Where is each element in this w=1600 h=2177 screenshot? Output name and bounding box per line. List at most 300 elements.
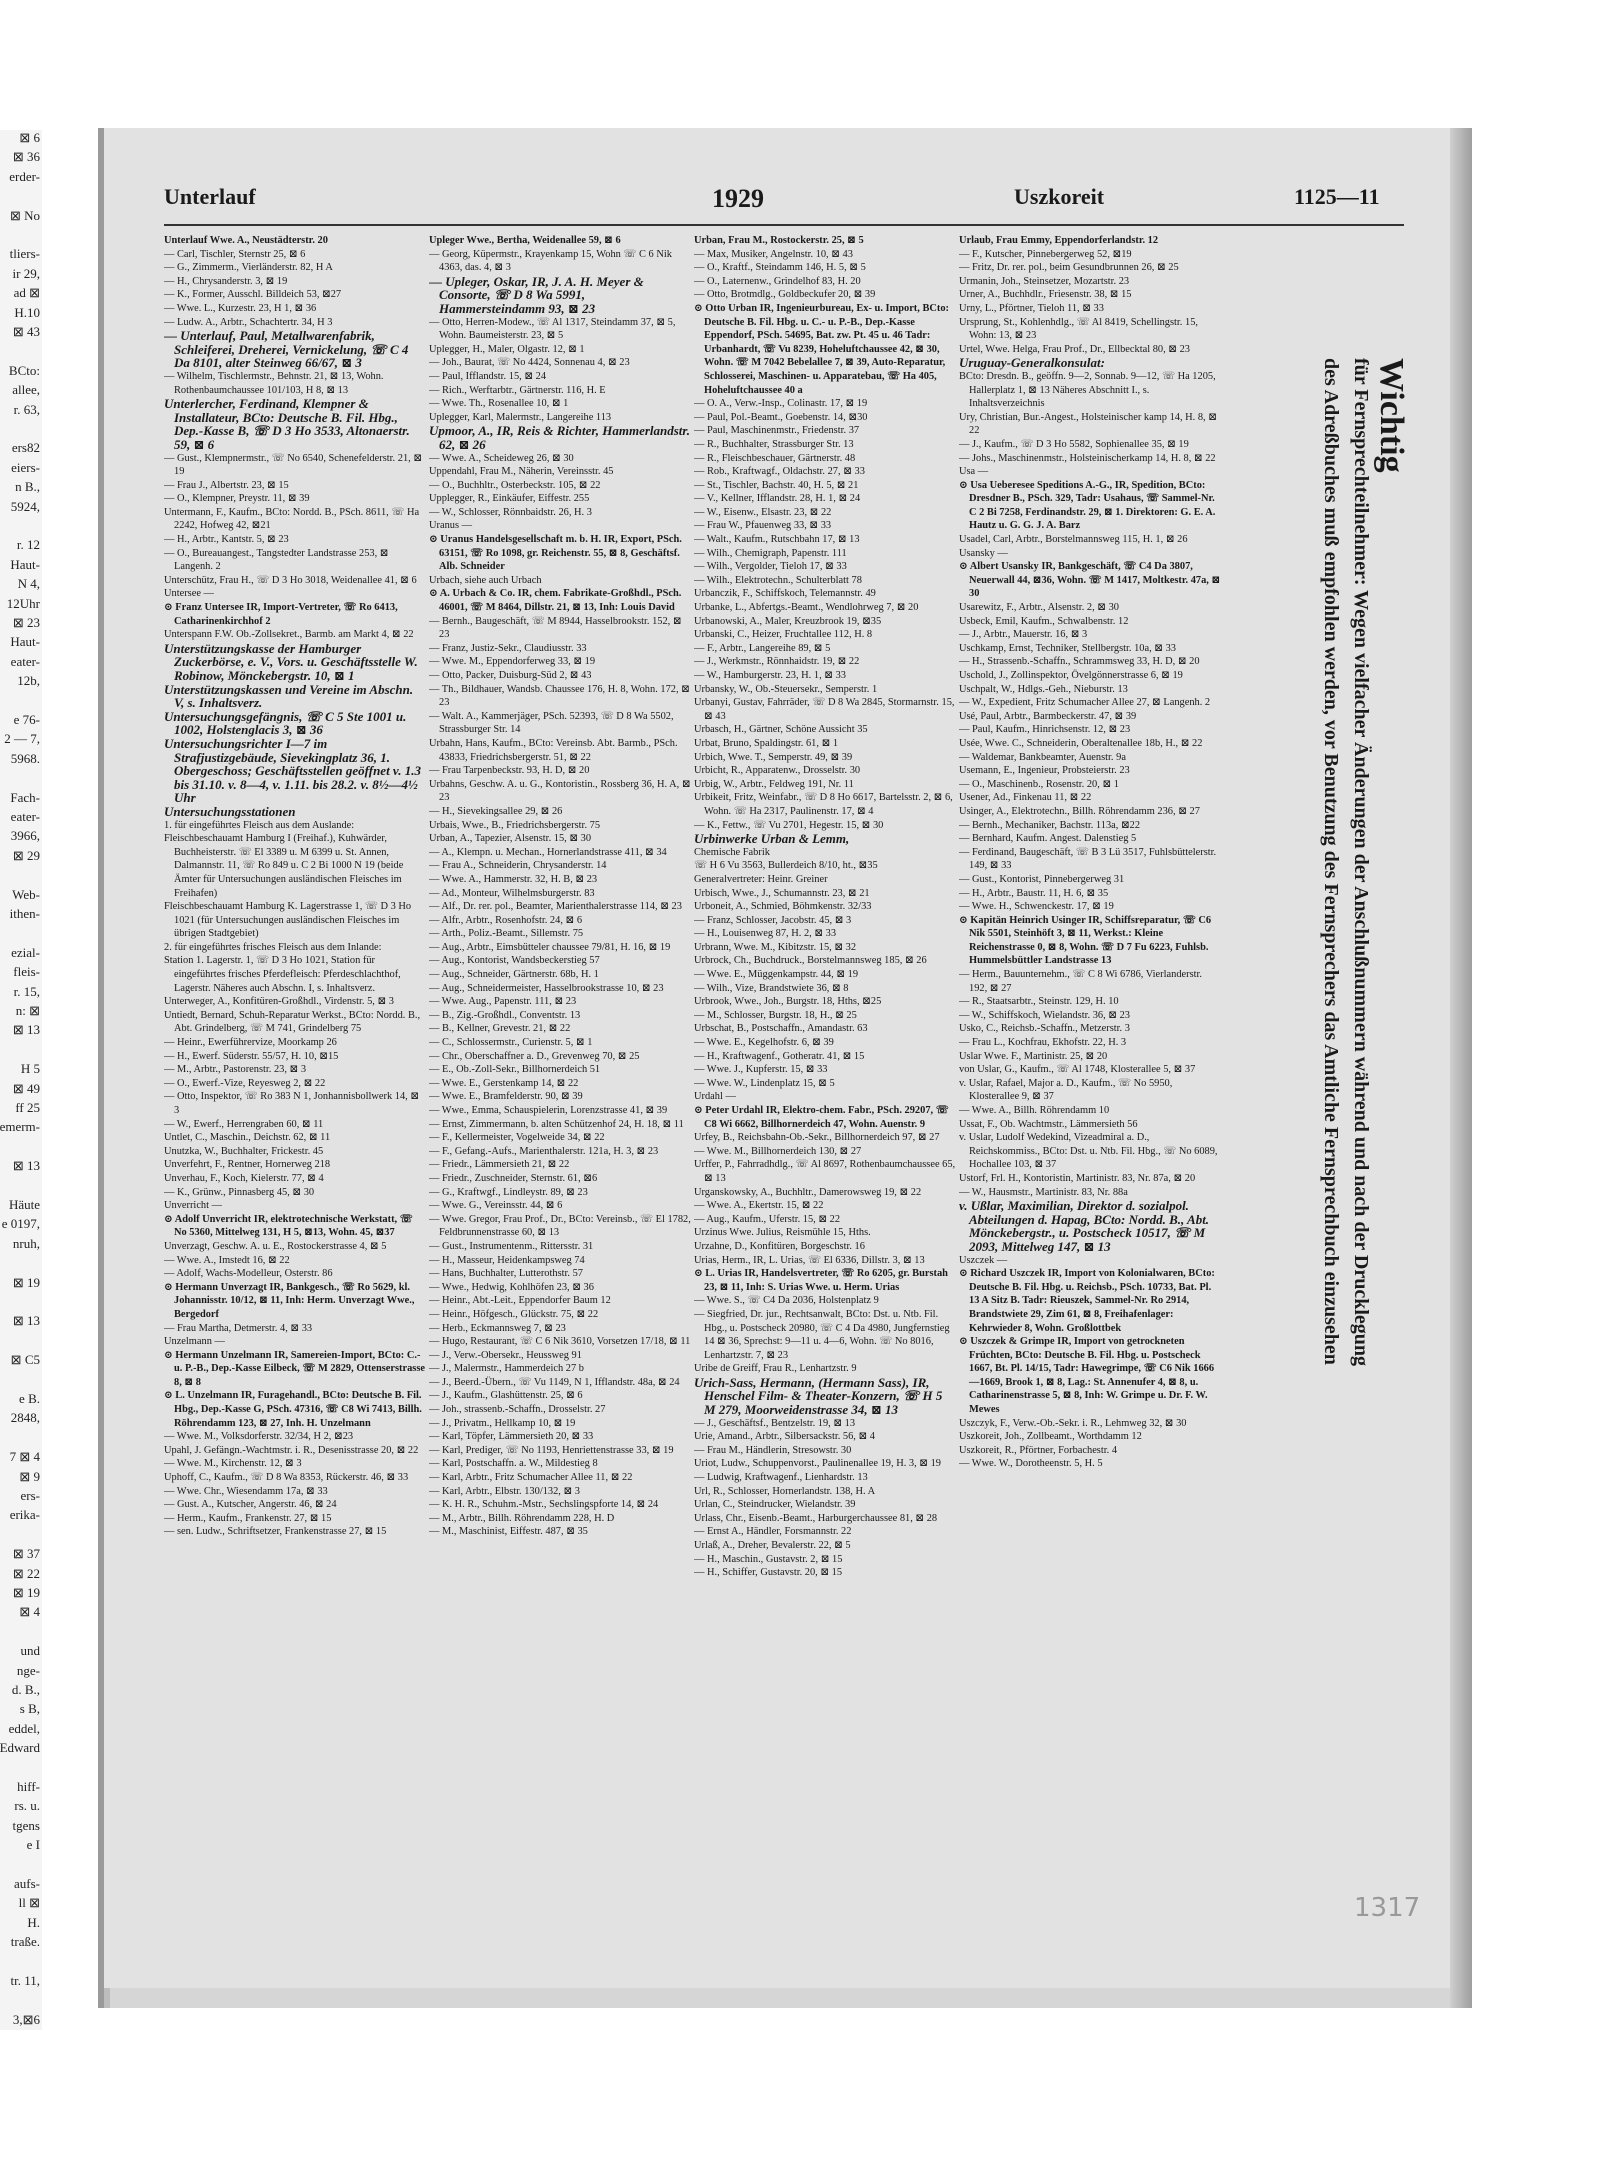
directory-entry: — Wwe. E., Müggenkampstr. 44, ⊠ 19 [694, 969, 859, 981]
adjacent-page-fragment: und [20, 1643, 40, 1659]
directory-entry: — Wwe. E., Gerstenkamp 14, ⊠ 22 [429, 1077, 579, 1089]
directory-entry: Uribe de Greiff, Frau R., Lenhartzstr. 9 [694, 1363, 857, 1375]
directory-entry: — E., Ob.-Zoll-Sekr., Billhornerdeich 51 [429, 1064, 601, 1076]
adjacent-page-fragment: s B, [19, 1701, 40, 1717]
directory-entry: — Chr., Oberschaffner a. D., Grevenweg 70, ⊠ 25 [429, 1050, 640, 1062]
directory-entry: — G., Kraftwgf., Lindleystr. 89, ⊠ 23 [429, 1186, 588, 1198]
adjacent-page-fragment: H 5 [20, 1061, 40, 1077]
directory-entry: Urbanski, C., Heizer, Fruchtallee 112, H. 8 [694, 629, 873, 641]
directory-entry: Ury, Christian, Bur.-Angest., Holsteinischer kamp 14, H. 8, ⊠ 22 [959, 411, 1217, 437]
directory-entry: — Wilh., Elektrotechn., Schulterblatt 78 [694, 574, 862, 586]
adjacent-page-fragment: ⊠ 37 [12, 1546, 40, 1562]
directory-entry: — Ludw. A., Arbtr., Schachtertr. 34, H 3 [164, 316, 333, 328]
directory-entry: — Waldemar, Bankbeamter, Auenstr. 9a [959, 751, 1126, 763]
directory-entry: ⊙ Albert Usansky IR, Bankgeschäft, ☏ C4 Da 3807, Neuerwall 44, ⊠36, Wohn. ☏ M 1417, Moltkestr. 47a, ⊠ 30 [959, 561, 1221, 600]
directory-entry: Usansky — [959, 547, 1008, 559]
directory-entry: — Otto, Inspektor, ☏ Ro 383 N 1, Jonhannisbollwerk 14, ⊠ 3 [164, 1091, 420, 1116]
directory-entry: Urlaub, Frau Emmy, Eppendorferlandstr. 12 [959, 235, 1159, 246]
directory-entry: Uszczek — [959, 1254, 1008, 1266]
directory-entry: Upleger Wwe., Bertha, Weidenallee 59, ⊠ 6 [429, 235, 621, 246]
directory-entry: — Th., Bildhauer, Wandsb. Chaussee 176, H. 8, Wohn. 172, ⊠ 23 [429, 683, 690, 709]
directory-entry: BCto: Dresdn. B., geöffn. 9—2, Sonnab. 9—12, ☏ Ha 1205, Hallerplatz 1, ⊠ 13 Näheres Abschnitt I., s. Inhaltsverzeichnis [959, 370, 1216, 410]
directory-entry: Chemische Fabrik [694, 846, 770, 858]
directory-entry: — Aug., Arbtr., Eimsbütteler chaussee 79/81, H. 16, ⊠ 19 [429, 941, 671, 953]
directory-entry: — M., Maschinist, Eiffestr. 487, ⊠ 35 [429, 1526, 588, 1538]
directory-entry: — Frau J., Albertstr. 23, ⊠ 15 [164, 479, 289, 491]
directory-entry: — Ernst, Zimmermann, b. alten Schützenhof 24, H. 18, ⊠ 11 [429, 1118, 684, 1130]
directory-entry: — Frau Tarpenbeckstr. 93, H. D, ⊠ 20 [429, 765, 590, 777]
directory-entry: — Wwe. S., ☏ C4 Da 2036, Holstenplatz 9 [694, 1295, 879, 1307]
adjacent-page-fragment: Fach- [10, 789, 40, 805]
directory-entry: — Frau A., Schneiderin, Chrysanderstr. 14 [429, 860, 607, 872]
directory-entry: Uppendahl, Frau M., Näherin, Vereinsstr. 45 [429, 466, 614, 478]
directory-entry: Ustorf, Frl. H., Kontoristin, Martinistr. 83, Nr. 87a, ⊠ 20 [959, 1172, 1196, 1184]
adjacent-page-fragment: ⊠ 9 [19, 1468, 40, 1484]
directory-entry: Untlet, C., Maschin., Deichstr. 62, ⊠ 11 [164, 1132, 331, 1144]
directory-entry: — Aug., Kaufm., Uferstr. 15, ⊠ 22 [694, 1213, 841, 1225]
directory-entry: Unverhau, F., Koch, Kielerstr. 77, ⊠ 4 [164, 1172, 324, 1184]
directory-entry: — J., Werkmstr., Rönnhaidstr. 19, ⊠ 22 [694, 656, 860, 668]
adjacent-page-fragment: ⊠ 22 [12, 1565, 40, 1581]
directory-entry: — Paul, Kaufm., Hinrichsenstr. 12, ⊠ 23 [959, 724, 1131, 736]
adjacent-page-fragment: hiff- [17, 1779, 40, 1794]
directory-entry: — Frau Martha, Detmerstr. 4, ⊠ 33 [164, 1322, 313, 1334]
directory-entry: Uplegger, Karl, Malermstr., Langereihe 113 [429, 411, 612, 423]
adjacent-page-fragment: ⊠ 29 [12, 847, 40, 863]
directory-entry: — W., Expedient, Fritz Schumacher Allee 27, ⊠ Langenh. 2 [959, 697, 1211, 709]
directory-entry: — Franz, Schlosser, Jacobstr. 45, ⊠ 3 [694, 914, 852, 926]
directory-entry: v. Ußlar, Maximilian, Direktor d. sozialpol. Abteilungen d. Hapag, BCto: Nordd. B., Abt. Mönckebergstr., u. Postscheck 10517, ☏ M 2093, Mittelweg 147, ⊠ 13 [959, 1198, 1210, 1254]
directory-entry: Urbisch, Wwe., J., Schumannstr. 23, ⊠ 21 [694, 887, 870, 899]
adjacent-page-fragment: ers82 [11, 440, 40, 456]
directory-entry: Unterlercher, Ferdinand, Klempner & Installateur, BCto: Deutsche B. Fil. Hbg., Dep.-Kasse B, ☏ D 3 Ho 3533, Altonaerstr. 59, ⊠ 6 [164, 396, 410, 452]
adjacent-page-fragment: e B. [19, 1391, 40, 1406]
directory-page [98, 128, 1472, 2008]
directory-entry: — M., Arbtr., Pastorenstr. 23, ⊠ 3 [164, 1064, 307, 1076]
directory-entry: Urdahl — [694, 1091, 736, 1103]
directory-entry: — Bernh., Baugeschäft, ☏ M 8944, Hasselbrookstr. 152, ⊠ 23 [429, 615, 682, 641]
directory-entry: — Wwe. H., Schwenckestr. 17, ⊠ 19 [959, 901, 1114, 913]
directory-entry: Ursprung, St., Kohlenhdlg., ☏ Al 8419, Schellingstr. 15, Wohn: 13, ⊠ 23 [959, 316, 1198, 342]
notice-line-2: des Adreßbuches muß empfohlen werden, vor Benutzung des Fernsprechers das Amtliche Fernsprechbuch einzusehen [1320, 358, 1342, 1365]
directory-entry: — Heinr., Höfgesch., Glückstr. 75, ⊠ 22 [429, 1308, 599, 1320]
directory-entry: — Wwe. A., Billh. Röhrendamm 10 [959, 1105, 1110, 1116]
directory-entry: — Wwe. J., Kupferstr. 15, ⊠ 33 [694, 1064, 828, 1076]
directory-entry: Urbahns, Geschw. A. u. G., Kontoristin., Rossberg 36, H. A, ⊠ 23 [429, 778, 691, 804]
directory-entry: — R., Buchhalter, Strassburger Str. 13 [694, 438, 854, 450]
directory-entry: — Joh., strassenb.-Schaffn., Drosselstr. 27 [429, 1404, 606, 1416]
adjacent-page-fragment: 12Uhr [6, 595, 40, 611]
directory-entry: — Alf., Dr. rer. pol., Beamter, Marienthalerstrasse 114, ⊠ 23 [429, 901, 682, 913]
directory-entry: — Herb., Eckmannsweg 7, ⊠ 23 [429, 1322, 566, 1334]
directory-entry: — H., Arbtr., Kantstr. 5, ⊠ 23 [164, 534, 289, 546]
directory-entry: Urbschat, B., Postschaffn., Amandastr. 63 [694, 1023, 868, 1035]
directory-entry: — Karl, Töpfer, Lämmersieth 20, ⊠ 33 [429, 1431, 594, 1443]
directory-entry: — Ad., Monteur, Wilhelmsburgerstr. 83 [429, 887, 595, 899]
directory-entry: — W., Hausmstr., Martinistr. 83, Nr. 88a [959, 1186, 1128, 1198]
directory-entry: — Arth., Poliz.-Beamt., Sillemstr. 75 [429, 928, 584, 940]
directory-entry: ☏ H 6 Vu 3563, Bullerdeich 8/10, ht., ⊠35 [694, 860, 878, 872]
directory-entry: Upahl, J. Gefängn.-Wachtmstr. i. R., Desenisstrasse 20, ⊠ 22 [164, 1444, 419, 1456]
adjacent-page-strip [0, 130, 42, 2030]
adjacent-page-fragment: Haut- [10, 556, 40, 572]
directory-entry: — Franz, Justiz-Sekr., Claudiusstr. 33 [429, 642, 587, 654]
directory-entry: Urbasch, H., Gärtner, Schöne Aussicht 35 [694, 724, 868, 736]
adjacent-page-fragment: eiers- [11, 459, 40, 475]
directory-entry: — J., Kaufm., Glashüttenstr. 25, ⊠ 6 [429, 1390, 583, 1402]
directory-entry: Urzahne, D., Konfitüren, Borgeschstr. 16 [694, 1240, 865, 1252]
directory-entry: Usbeck, Emil, Kaufm., Schwalbenstr. 12 [959, 615, 1129, 627]
adjacent-page-fragment: 2 — 7, [4, 731, 40, 747]
directory-entry: Urbrock, Ch., Buchdruck., Borstelmannsweg 185, ⊠ 26 [694, 955, 927, 967]
directory-entry: — Karl, Arbtr., Elbstr. 130/132, ⊠ 3 [429, 1485, 580, 1497]
directory-entry: — Hugo, Restaurant, ☏ C 6 Nik 3610, Vorsetzen 17/18, ⊠ 11 [429, 1336, 691, 1348]
directory-entry: Ussat, F., Ob. Wachtmstr., Lämmersieth 56 [959, 1118, 1138, 1130]
directory-entry: Urffer, P., Fahrradhdlg., ☏ Al 8697, Rothenbaumchaussee 65, ⊠ 13 [694, 1159, 956, 1184]
directory-entry: Urich-Sass, Hermann, (Hermann Sass), IR, Henschel Film- & Theater-Konzern, ☏ H 5 M 279, Moorweidenstrasse 34, ⊠ 13 [694, 1374, 943, 1418]
directory-entry: — Wwe. A., Scheideweg 26, ⊠ 30 [429, 452, 574, 464]
directory-entry: Usarewitz, F., Arbtr., Alsenstr. 2, ⊠ 30 [959, 602, 1119, 614]
directory-entry: — Wwe. G., Vereinsstr. 44, ⊠ 6 [429, 1200, 563, 1212]
directory-entry: Untersuchungsstationen [164, 803, 296, 819]
directory-entry: von Uslar, G., Kaufm., ☏ Al 1748, Klosterallee 5, ⊠ 37 [959, 1064, 1196, 1076]
adjacent-page-fragment: ⊠ 13 [12, 1022, 40, 1038]
directory-entry: — W., Ewerf., Herrengraben 60, ⊠ 11 [164, 1118, 324, 1130]
directory-entry: Usé, Paul, Arbtr., Barmbeckerstr. 47, ⊠ 39 [959, 710, 1137, 722]
directory-entry: Urbanyi, Gustav, Fahrräder, ☏ D 8 Wa 2845, Stormarnstr. 15, ⊠ 43 [694, 697, 955, 722]
directory-entry: — Wwe. M., Volksdorferstr. 32/34, H 2, ⊠23 [164, 1431, 354, 1443]
directory-entry: Usinger, A., Elektrotechn., Billh. Röhrendamm 236, ⊠ 27 [959, 805, 1200, 817]
directory-entry: Urbrann, Wwe. M., Kibitzstr. 15, ⊠ 32 [694, 941, 857, 953]
directory-entry: Fleischbeschauamt Hamburg K. Lagerstrasse 1, ☏ D 3 Ho 1021 (für Untersuchungen ausländischen Fleisches im übrigen Stadtgebiet) [164, 901, 412, 940]
directory-entry: — Max, Musiker, Angelnstr. 10, ⊠ 43 [694, 248, 853, 260]
directory-entry: — Wilhelm, Tischlermstr., Behnstr. 21, ⊠ 13, Wohn. Rothenbaumchaussee 101/103, H 8, ⊠ 13 [164, 370, 384, 396]
directory-entry: — F., Kellermeister, Vogelweide 34, ⊠ 22 [429, 1132, 605, 1144]
directory-entry: — Johs., Maschinenmstr., Holsteinischerkamp 14, H. 8, ⊠ 22 [959, 452, 1216, 464]
directory-entry: Usée, Wwe. C., Schneiderin, Oberaltenallee 18b, H., ⊠ 22 [959, 737, 1203, 749]
directory-entry: — Wwe. W., Dorotheenstr. 5, H. 5 [959, 1458, 1103, 1470]
directory-entry: 2. für eingeführtes frisches Fleisch aus dem Inlande: [164, 941, 382, 953]
directory-entry: — F., Arbtr., Langereihe 89, ⊠ 5 [694, 642, 831, 654]
adjacent-page-fragment: d. B., [11, 1682, 40, 1697]
directory-entry: Uphoff, C., Kaufm., ☏ D 8 Wa 8353, Rückerstr. 46, ⊠ 33 [164, 1472, 409, 1484]
directory-entry: — Wwe. M., Billhornerdeich 130, ⊠ 27 [694, 1145, 862, 1157]
adjacent-page-fragment: n B., [15, 479, 40, 495]
directory-entry: Urbrook, Wwe., Joh., Burgstr. 18, Hths, ⊠25 [694, 996, 882, 1008]
directory-entry: — Aug., Kontorist, Wandsbeckerstieg 57 [429, 955, 600, 967]
adjacent-page-fragment: ll ⊠ [18, 1895, 40, 1911]
directory-entry: — Joh., Baurat, ☏ No 4424, Sonnenau 4, ⊠ 23 [429, 357, 630, 369]
directory-entry: v. Uslar, Ludolf Wedekind, Vizeadmiral a. D., Reichskommiss., BCto: Dst. u. Ntb. Fil. Hbg., ☏ No 6089, Hochallee 103, ⊠ 37 [959, 1132, 1218, 1171]
adjacent-page-fragment: ad ⊠ [13, 285, 40, 301]
adjacent-page-fragment: ⊠ 36 [12, 149, 40, 165]
directory-entry: — W., Schiffskoch, Wielandstr. 36, ⊠ 23 [959, 1009, 1130, 1021]
directory-entry: — K., Former, Ausschl. Billdeich 53, ⊠27 [164, 289, 342, 301]
directory-entry: Usko, C., Reichsb.-Schaffn., Metzerstr. 3 [959, 1023, 1130, 1035]
directory-entry: — H., Masseur, Heidenkampsweg 74 [429, 1254, 585, 1266]
directory-entry: — H., Strassenb.-Schaffn., Schrammsweg 33, H. D, ⊠ 20 [959, 656, 1200, 668]
adjacent-page-fragment: ⊠ 19 [12, 1585, 40, 1600]
column-1 [164, 234, 426, 1924]
adjacent-page-fragment: 2848, [10, 1410, 40, 1426]
directory-entry: — H., Louisenweg 87, H. 2, ⊠ 33 [694, 928, 837, 940]
directory-entry: Urtel, Wwe. Helga, Frau Prof., Dr., Ellbecktal 80, ⊠ 23 [959, 343, 1190, 355]
directory-entry: Urban, A., Tapezier, Alsenstr. 15, ⊠ 30 [429, 833, 592, 845]
directory-entry: Unutzka, W., Buchhalter, Frickestr. 45 [164, 1145, 324, 1157]
directory-entry: — B., Zig.-Großhdl., Conventstr. 13 [429, 1009, 581, 1021]
directory-entry: — St., Tischler, Bachstr. 40, H. 5, ⊠ 21 [694, 479, 859, 491]
directory-entry: Urner, A., Buchhdlr., Friesenstr. 38, ⊠ 15 [959, 289, 1132, 301]
directory-entry: Urbig, W., Arbtr., Feldweg 191, Nr. 11 [694, 778, 854, 790]
adjacent-page-fragment: ⊠ 6 [19, 130, 40, 145]
directory-entry: ⊙ L. Unzelmann IR, Furagehandl., BCto: Deutsche B. Fil. Hbg., Dep.-Kasse G, PSch. 47316, ☏ C8 Wi 7413, Billh. Röhrendamm 123, ⊠ 27, Inh. H. Unzelmann [164, 1390, 422, 1429]
directory-entry: Unterstützungskasse der Hamburger Zuckerbörse, e. V., Vors. u. Geschäftsstelle W. Robinow, Mönckebergstr. 10, ⊠ 1 [164, 640, 418, 683]
adjacent-page-fragment: tgens [12, 1817, 40, 1833]
notice-heading: Wichtig [1373, 358, 1410, 473]
directory-entry: — M., Schlosser, Burgstr. 18, H., ⊠ 25 [694, 1009, 857, 1021]
directory-entry: — Herm., Kaufm., Frankenstr. 27, ⊠ 15 [164, 1512, 332, 1524]
directory-entry: — R., Fleischbeschauer, Gärtnerstr. 48 [694, 452, 856, 464]
adjacent-page-fragment: BCto: [8, 362, 40, 378]
directory-entry: — Wwe. E., Bramfelderstr. 90, ⊠ 39 [429, 1091, 583, 1103]
adjacent-page-fragment: r. 15, [13, 983, 40, 999]
directory-entry: — O., Bureauangest., Tangstedter Landstrasse 253, ⊠ Langenh. 2 [164, 547, 389, 573]
directory-entry: Urban, Frau M., Rostockerstr. 25, ⊠ 5 [694, 235, 864, 246]
directory-entry: ⊙ Hermann Unzelmann IR, Samereien-Import, BCto: C.- u. P.-B., Dep.-Kasse Eilbeck, ☏ M 2829, Ottenserstrasse 8, ⊠ 8 [164, 1349, 425, 1388]
adjacent-page-fragment: e I [26, 1837, 40, 1853]
directory-entry: — O., Maschinenb., Rosenstr. 20, ⊠ 1 [959, 778, 1119, 790]
directory-entry: — Wwe. Chr., Wiesendamm 17a, ⊠ 33 [164, 1485, 328, 1497]
directory-entry: Urbat, Bruno, Spaldingstr. 61, ⊠ 1 [694, 737, 839, 749]
directory-entry: Urbahn, Hans, Kaufm., BCto: Vereinsb. Abt. Barmb., PSch. 43833, Friedrichsbergerstr. 51, ⊠ 22 [429, 737, 678, 763]
directory-entry: — Ernst A., Händler, Forsmannstr. 22 [694, 1526, 852, 1538]
directory-entry: Uriot, Ludw., Schuppenvorst., Paulinenallee 19, H. 3, ⊠ 19 [694, 1458, 941, 1470]
directory-entry: Urbich, Wwe. T., Semperstr. 49, ⊠ 39 [694, 751, 853, 763]
directory-entry: — Ferdinand, Baugeschäft, ☏ B 3 Lü 3517, Fuhlsbüttelerstr. 149, ⊠ 33 [959, 846, 1217, 872]
directory-entry: ⊙ Otto Urban IR, Ingenieurbureau, Ex- u. Import, BCto: Deutsche B. Fil. Hbg. u. C.- u. P.-B., Dep.-Kasse Eppendorf, PSch. 54695, Bat. zw. Pt. 45 u. 46 Tadr: Urbanhardt, ☏ Vu 8239, Hoheluftchaussee 42, ⊠ 30, Wohn. ☏ M 7042 Bebelallee 7, ⊠ 39, Auto-Reparatur, Schlosserei, Maschinen- u. Apparatebau, ☏ Ha 405, Hoheluftchaussee 40 a [694, 302, 950, 396]
directory-entry: — Gust., Instrumentenm., Rittersstr. 31 [429, 1240, 594, 1252]
directory-entry: — F., Kutscher, Pinnebergerweg 52, ⊠19 [959, 248, 1132, 260]
directory-entry: — W., Schlosser, Rönnbaidstr. 26, H. 3 [429, 506, 592, 518]
adjacent-page-fragment: Haut- [10, 634, 40, 650]
directory-entry: — Gust., Kontorist, Pinnebergerweg 31 [959, 873, 1125, 885]
directory-entry: — G., Zimmerm., Vierländerstr. 82, H A [164, 262, 333, 274]
directory-entry: — F., Gefang.-Aufs., Marienthalerstr. 121a, H. 3, ⊠ 23 [429, 1145, 659, 1157]
directory-entry: — Friedr., Lämmersieth 21, ⊠ 22 [429, 1159, 570, 1171]
directory-entry: — Frau L., Kochfrau, Ekhofstr. 22, H. 3 [959, 1037, 1127, 1049]
directory-entry: Uruguay-Generalkonsulat: [959, 355, 1105, 371]
directory-entry: Untersee — [164, 588, 214, 600]
directory-entry: Unterlauf Wwe. A., Neustädterstr. 20 [164, 235, 328, 246]
directory-entry: — Wwe. Gregor, Frau Prof., Dr., BCto: Vereinsb., ☏ El 1782, Feldbrunnenstrasse 60, ⊠ 13 [429, 1213, 691, 1239]
directory-entry: Unverfehrt, F., Rentner, Hornerweg 218 [164, 1159, 331, 1171]
adjacent-page-fragment: eater- [10, 809, 40, 824]
directory-entry: ⊙ Peter Urdahl IR, Elektro-chem. Fabr., PSch. 29207, ☏ C8 Wi 6662, Billhornerdeich 47, Wohn. Auenstr. 9 [694, 1105, 949, 1130]
adjacent-page-fragment: allee, [12, 382, 40, 398]
directory-entry: — J., Geschäftsf., Bentzelstr. 19, ⊠ 13 [694, 1417, 856, 1429]
directory-entry: Unterschütz, Frau H., ☏ D 3 Ho 3018, Weidenallee 41, ⊠ 6 [164, 574, 417, 586]
directory-entry: — Wwe. A., Hammerstr. 32, H. B, ⊠ 23 [429, 873, 598, 885]
directory-entry: — Hans, Buchhalter, Lutterothstr. 57 [429, 1268, 583, 1280]
directory-entry: — J., Kaufm., ☏ D 3 Ho 5582, Sophienallee 35, ⊠ 19 [959, 438, 1189, 450]
directory-entry: — Walt., Kaufm., Rutschbahn 17, ⊠ 13 [694, 534, 860, 546]
directory-entry: Usemann, E., Ingenieur, Probsteierstr. 23 [959, 765, 1130, 777]
directory-entry: — Paul, Pol.-Beamt., Goebenstr. 14, ⊠30 [694, 411, 868, 423]
directory-entry: Untersuchungsrichter I—7 im Strafjustizgebäude, Sievekingplatz 36, 1. Obergeschoss; Geschäftsstellen geöffnet v. 1.3 bis 31.10. v. 8—4, v. 1.11. bis 28.2. v. 8½—4½ Uhr [164, 735, 421, 806]
directory-entry: — Rob., Kraftwagf., Oldachstr. 27, ⊠ 33 [694, 466, 865, 478]
directory-entry: — Wwe. L., Kurzestr. 23, H 1, ⊠ 36 [164, 302, 317, 314]
adjacent-page-fragment: eater- [10, 653, 40, 669]
directory-entry: — A., Klempn. u. Mechan., Hornerlandstrasse 411, ⊠ 34 [429, 846, 667, 858]
notice-line-1: für Fernsprechteilnehmer: Wegen vielfacher Änderungen der Anschlußnummern während und nach der Drucklegung [1350, 358, 1372, 1367]
directory-entry: — O., Kraftf., Steindamm 146, H. 5, ⊠ 5 [694, 262, 866, 274]
adjacent-page-fragment: ⊠ No [9, 207, 40, 223]
adjacent-page-fragment: 3,⊠6 [12, 2011, 40, 2027]
directory-entry: Uplegger, H., Maler, Olgastr. 12, ⊠ 1 [429, 343, 585, 355]
column-2 [429, 234, 691, 1924]
directory-entry: — Karl, Prediger, ☏ No 1193, Henriettenstrasse 33, ⊠ 19 [429, 1444, 674, 1456]
adjacent-page-fragment: nruh, [12, 1235, 40, 1251]
directory-entry: Urzinus Wwe. Julius, Reismühle 15, Hths. [694, 1227, 871, 1239]
page-edge-shadow [1450, 128, 1472, 2008]
adjacent-page-fragment: fleis- [13, 964, 40, 980]
directory-entry: — Gust. A., Kutscher, Angerstr. 46, ⊠ 24 [164, 1499, 337, 1511]
directory-entry: — Heinr., Abt.-Leit., Eppendorfer Baum 12 [429, 1295, 611, 1307]
directory-entry: Untermann, F., Kaufm., BCto: Nordd. B., PSch. 8611, ☏ Ha 2242, Hofweg 42, ⊠21 [164, 506, 420, 532]
directory-entry: ⊙ Adolf Unverricht IR, elektrotechnische Werkstatt, ☏ No 5360, Mittelweg 131, H 5, ⊠13, Wohn. 45, ⊠37 [164, 1213, 413, 1239]
adjacent-page-fragment: traße. [10, 1934, 40, 1950]
directory-entry: — J., Beerd.-Übern., ☏ Vu 1149, N 1, Ifflandstr. 48a, ⊠ 24 [429, 1376, 680, 1388]
directory-entry: — sen. Ludw., Schriftsetzer, Frankenstrasse 27, ⊠ 15 [164, 1526, 387, 1538]
directory-entry: — O., Klempner, Preystr. 11, ⊠ 39 [164, 493, 310, 505]
header-first-entry: Unterlauf [164, 184, 256, 209]
directory-entry: ⊙ L. Urias IR, Handelsvertreter, ☏ Ro 6205, gr. Burstah 23, ⊠ 11, Inh: S. Urias Wwe. u. Herm. Urias [694, 1268, 948, 1293]
directory-entry: Untiedt, Bernard, Schuh-Reparatur Werkst., BCto: Nordd. B., Abt. Grindelberg, ☏ M 741, Grindelberg 75 [164, 1009, 421, 1035]
directory-entry: — O., Laternenw., Grindelhof 83, H. 20 [694, 275, 861, 287]
directory-entry: — Upleger, Oskar, IR, J. A. H. Meyer & Consorte, ☏ D 8 Wa 5991, Hammersteindamm 93, ⊠ 23 [429, 273, 644, 316]
adjacent-page-fragment: ⊠ 43 [12, 324, 40, 339]
directory-entry: — Wwe., Hedwig, Kohlhöfen 23, ⊠ 36 [429, 1281, 594, 1293]
directory-entry: — W., Hamburgerstr. 23, H. 1, ⊠ 33 [694, 670, 846, 681]
page-header [164, 184, 1404, 218]
adjacent-page-fragment: ir 29, [12, 265, 40, 281]
directory-entry: Urbicht, R., Apparatenw., Drosselstr. 30 [694, 765, 861, 777]
directory-entry: Unverricht — [164, 1200, 222, 1212]
directory-entry: — M., Arbtr., Billh. Röhrendamm 228, H. D [429, 1512, 615, 1524]
page-number: 1125—11 [1294, 184, 1380, 209]
page-surface [104, 128, 1452, 1988]
adjacent-page-fragment: n: ⊠ [15, 1003, 40, 1018]
directory-entry: — Bernh., Mechaniker, Bachstr. 113a, ⊠22 [959, 819, 1141, 831]
directory-entry: — H., Schiffer, Gustavstr. 20, ⊠ 15 [694, 1567, 843, 1579]
directory-entry: ⊙ Kapitän Heinrich Usinger IR, Schiffsreparatur, ☏ C6 Nik 5501, Steinhöft 3, ⊠ 11, Werkst.: Kleine Reichenstrasse 0, ⊠ 8, Wohn. ☏ D 7 Fu 6223, Fuhlsb. Hummelsbüttler Landstrasse 13 [959, 914, 1212, 967]
directory-entry: — Frau W., Pfauenweg 33, ⊠ 33 [694, 520, 832, 532]
adjacent-page-fragment: ⊠ 13 [12, 1158, 40, 1174]
directory-entry: Urmanin, Joh., Steinsetzer, Mozartstr. 23 [959, 275, 1130, 287]
directory-entry: Uschkamp, Ernst, Techniker, Stellbergstr. 10a, ⊠ 33 [959, 642, 1176, 654]
directory-entry: Urganskowsky, A., Buchhltr., Damerowsweg 19, ⊠ 22 [694, 1186, 922, 1198]
directory-entry: — Wwe. Th., Rosenallee 10, ⊠ 1 [429, 398, 569, 410]
adjacent-page-fragment: 3966, [10, 828, 40, 844]
directory-entry: Unterweger, A., Konfitüren-Großhdl., Virdenstr. 5, ⊠ 3 [164, 996, 394, 1008]
directory-entry: — Adolf, Wachs-Modelleur, Osterstr. 86 [164, 1268, 333, 1280]
directory-entry: Generalvertreter: Heinr. Greiner [694, 873, 828, 885]
directory-entry: — H., Chrysanderstr. 3, ⊠ 19 [164, 275, 288, 287]
directory-entry: — Aug., Schneider, Gärtnerstr. 68b, H. 1 [429, 969, 599, 981]
directory-entry: — W., Eisenw., Elsastr. 23, ⊠ 22 [694, 506, 832, 518]
directory-entry: ⊙ A. Urbach & Co. IR, chem. Fabrikate-Großhdl., PSch. 46001, ☏ M 8464, Dillstr. 21, ⊠ 13, Inh: Louis David [429, 588, 682, 614]
directory-entry: Urboneit, A., Schmied, Böhmkenstr. 32/33 [694, 901, 872, 913]
directory-entry: — Wilh., Vize, Brandstwiete 36, ⊠ 8 [694, 982, 849, 994]
directory-entry: — J., Malermstr., Hammerdeich 27 b [429, 1363, 584, 1375]
directory-entry: — Rich., Werftarbtr., Gärtnerstr. 116, H. E [429, 384, 606, 396]
directory-entry: — Wilh., Chemigraph, Papenstr. 111 [694, 547, 847, 559]
adjacent-page-fragment: 7 ⊠ 4 [9, 1449, 40, 1465]
directory-entry: ⊙ Hermann Unverzagt IR, Bankgesch., ☏ Ro 5629, kl. Johannisstr. 10/12, ⊠ 11, Inh: Herm. Unverzagt Wwe., Bergedorf [164, 1281, 415, 1320]
directory-entry: Unzelmann — [164, 1336, 225, 1348]
directory-entry: — H., Sievekingsallee 29, ⊠ 26 [429, 805, 563, 817]
directory-entry: — Siegfried, Dr. jur., Rechtsanwalt, BCto: Dst. u. Ntb. Fil. Hbg., u. Postscheck 20980, ☏ C 4 Da 4980, Jungfernstieg 14 ⊠ 36, Sprechst: 9—11 u. 4—6, Wohn. ☏ No 8016, Lenhartzstr. 7, ⊠ 23 [694, 1308, 950, 1361]
directory-entry: Fleischbeschauamt Hamburg I (Freihaf.), Kuhwärder, Buchheisterstr. ☏ El 3389 u. M 6399 u. St. Annen, Dalmannstr. 11, ☏ Ro 849 u. C 2 Bi 1000 N 19 (beide Ämter für Untersuchungen ausländischen Fleisches im Freihafen) [164, 833, 404, 899]
adjacent-page-fragment: ⊠ 13 [12, 1313, 40, 1329]
directory-entry: — Gust., Klempnermstr., ☏ No 6540, Schenefelderstr. 21, ⊠ 19 [164, 452, 423, 478]
adjacent-page-fragment: ers- [20, 1488, 40, 1503]
directory-entry: ⊙ Richard Uszczek IR, Import von Kolonialwaren, BCto: Deutsche B. Fil. Hbg. u. Reichsb., PSch. 10733, Bat. Pl. 13 A Sitz B. Tadr: Rieuszek, Sammel-Nr. Ro 2914, Brandstwiete 29, Zim 61, ⊠ 8, Freihafenlager: Kehrwieder 8, Wohn. Großlottbek [959, 1268, 1215, 1334]
directory-entry: — Heinr., Ewerführervize, Moorkamp 26 [164, 1037, 337, 1049]
directory-entry: Uszczyk, F., Verw.-Ob.-Sekr. i. R., Lehmweg 32, ⊠ 30 [959, 1417, 1187, 1429]
directory-entry: — J., Verw.-Obersekr., Heussweg 91 [429, 1349, 582, 1361]
adjacent-page-fragment: r. 12 [16, 537, 40, 553]
directory-entry: — Wwe. Aug., Papenstr. 111, ⊠ 23 [429, 996, 577, 1008]
directory-entry: Unterstützungskassen und Vereine im Abschn. V, s. Inhaltsverz. [164, 681, 414, 711]
adjacent-page-fragment: r. 63, [13, 401, 40, 417]
directory-entry: Uszkoreit, R., Pförtner, Forbachestr. 4 [959, 1444, 1118, 1456]
directory-entry: — V., Kellner, Ifflandstr. 28, H. 1, ⊠ 24 [694, 493, 861, 505]
directory-entry: — Otto, Herren-Modew., ☏ Al 1317, Steindamm 37, ⊠ 5, Wohn. Baumeisterstr. 23, ⊠ 5 [429, 316, 676, 342]
directory-entry: — Karl, Postschaffn. a. W., Mildestieg 8 [429, 1458, 598, 1470]
header-last-entry: Uszkoreit [1014, 184, 1105, 209]
header-year: 1929 [712, 184, 764, 213]
adjacent-page-fragment: H.10 [14, 304, 40, 320]
adjacent-page-fragment: 12b, [17, 673, 40, 689]
adjacent-page-fragment: Edward [0, 1740, 40, 1756]
directory-entry: ⊙ Usa Ueberesee Speditions A.-G., IR, Spedition, BCto: Dresdner B., PSch. 329, Tadr: Usahaus, ☏ Sammel-Nr. C 2 Bi 7258, Ferdinandstr. 29, ⊠ 1. Direktoren: G. E. A. Hautz u. G. G. J. A. Barz [959, 479, 1216, 532]
adjacent-page-fragment: tr. 11, [10, 1973, 40, 1988]
directory-entry: Urias, Herm., IR, L. Urias, ☏ El 6336, Dillstr. 3, ⊠ 13 [694, 1254, 925, 1266]
directory-entry: — Fritz, Dr. rer. pol., beim Gesundbrunnen 26, ⊠ 25 [959, 262, 1179, 274]
directory-entry: — Aug., Schneidermeister, Hasselbrookstrasse 10, ⊠ 23 [429, 982, 664, 994]
directory-entry: — Georg, Küpermstr., Krayenkamp 15, Wohn ☏ C 6 Nik 4363, das. 4, ⊠ 3 [429, 248, 672, 274]
directory-entry: v. Uslar, Rafael, Major a. D., Kaufm., ☏ No 5950, Klosterallee 9, ⊠ 37 [959, 1077, 1173, 1103]
directory-entry: — Wwe. M., Eppendorferweg 33, ⊠ 19 [429, 656, 596, 668]
directory-entry: — B., Kellner, Grevestr. 21, ⊠ 22 [429, 1023, 571, 1035]
adjacent-page-fragment: ff 25 [15, 1100, 40, 1115]
adjacent-page-fragment: e 76- [13, 712, 40, 727]
adjacent-page-fragment: Web- [12, 886, 40, 902]
directory-entry: Unterspann F.W. Ob.-Zollsekret., Barmb. am Markt 4, ⊠ 22 [164, 629, 414, 641]
directory-entry: Untersuchungsgefängnis, ☏ C 5 Ste 1001 u. 1002, Holstenglacis 3, ⊠ 36 [164, 708, 407, 738]
directory-entry: Upmoor, A., IR, Reis & Richter, Hammerlandstr. 62, ⊠ 26 [429, 423, 691, 452]
directory-entry: ⊙ Franz Untersee IR, Import-Vertreter, ☏ Ro 6413, Catharinenkirchhof 2 [164, 602, 398, 627]
directory-entry: Uranus — [429, 520, 472, 532]
adjacent-page-fragment: H. [27, 1914, 40, 1930]
directory-entry: — Alfr., Arbtr., Rosenhofstr. 24, ⊠ 6 [429, 914, 583, 926]
adjacent-page-fragment: e 0197, [1, 1216, 40, 1232]
column-3 [694, 234, 956, 1924]
adjacent-page-fragment: ezial- [11, 944, 40, 960]
adjacent-page-fragment: 5924, [10, 498, 40, 514]
directory-entry: 1. für eingeführtes Fleisch aus dem Auslande: [164, 819, 355, 831]
